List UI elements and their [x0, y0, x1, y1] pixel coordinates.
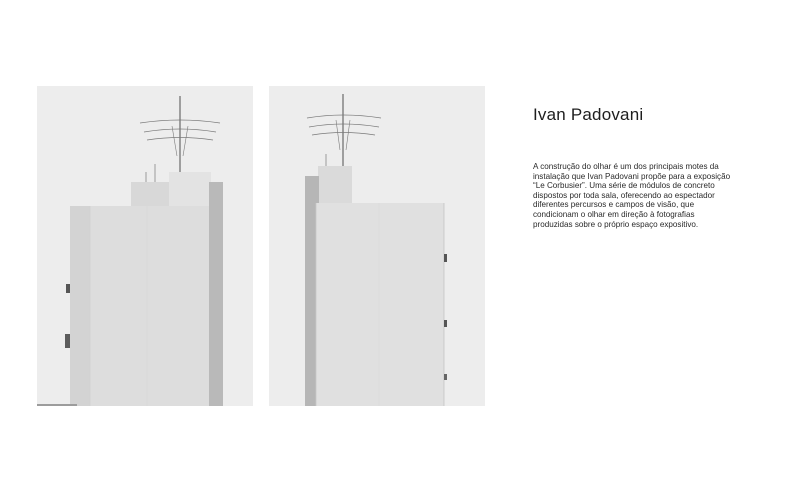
- building-photo-right: [269, 86, 485, 406]
- text-column: [533, 104, 733, 229]
- artist-name: Ivan Padovani: [533, 105, 644, 124]
- exhibition-description: A construção do olhar é um dos principais motes da instalação que Ivan Padovani propõe para a exposição “Le Corbusier”. Uma série de módulos de concreto dispostos por toda sala, oferecendo ao espectador diferentes percursos e campos de visão, que condicionam o olhar em direção à fotografias produzidas sobre o próprio espaço expositivo.: [533, 162, 731, 229]
- photo-right: [269, 86, 485, 406]
- photo-left: [37, 86, 253, 406]
- building-photo-left: [37, 86, 253, 406]
